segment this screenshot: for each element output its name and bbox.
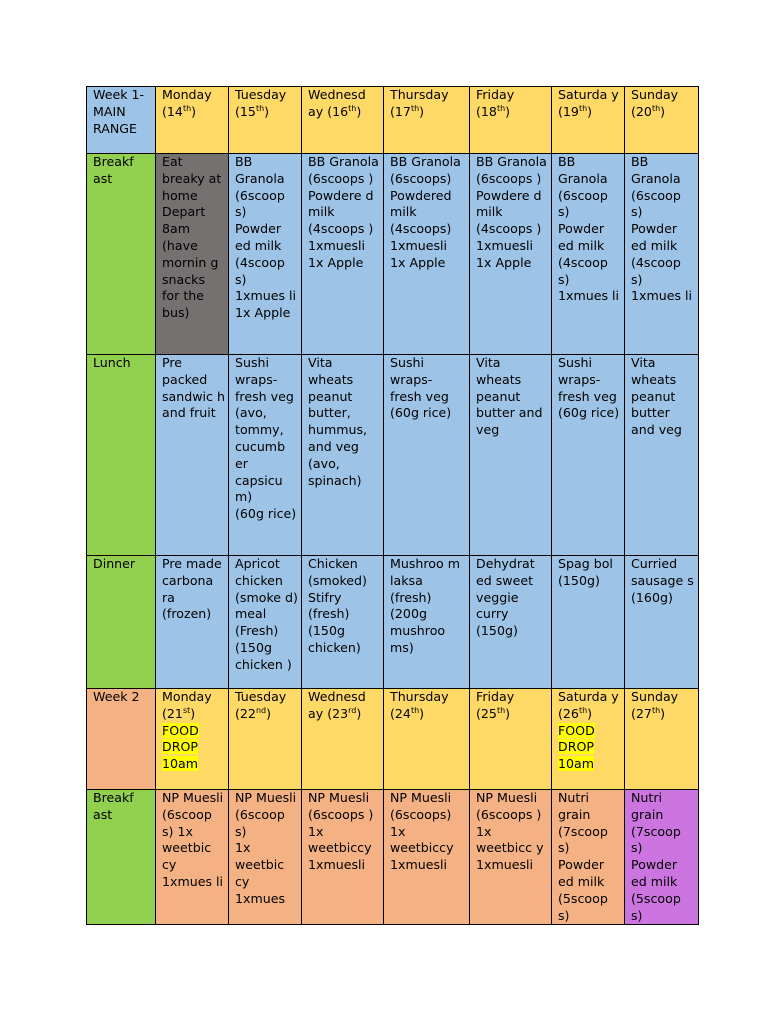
food-drop-note: FOOD DROP 10am: [162, 722, 199, 772]
meal-cell: BB Granola (6scoop s) Powder ed milk (4scoop s) 1xmues li: [552, 154, 625, 355]
meal-cell: Eat breaky at home Depart 8am (have mornin g snacks for the bus): [156, 154, 229, 355]
week2-day-friday: Friday (25th): [470, 689, 552, 790]
week1-header-row: [87, 87, 699, 154]
meal-cell: Spag bol (150g): [552, 556, 625, 689]
row-label-breakfast: Breakf ast: [87, 154, 156, 355]
week1-day-wednesday: Wednesd ay (16th): [302, 87, 384, 154]
week1-lunch-row: [87, 355, 699, 556]
week1-day-friday: Friday (18th): [470, 87, 552, 154]
week1-day-sunday: Sunday (20th): [625, 87, 699, 154]
meal-cell: Nutri grain (7scoop s) Powder ed milk (5scoop s): [625, 790, 699, 925]
meal-cell: Pre packed sandwic h and fruit: [156, 355, 229, 556]
meal-plan-table: [86, 86, 699, 925]
meal-cell: Vita wheats peanut butter and veg: [625, 355, 699, 556]
week2-day-wednesday: Wednesd ay (23rd): [302, 689, 384, 790]
meal-cell: Dehydrat ed sweet veggie curry (150g): [470, 556, 552, 689]
week2-header-row: [87, 689, 699, 790]
week2-day-saturday: Saturda y (26th) FOOD DROP 10am: [552, 689, 625, 790]
meal-cell: Mushroo m laksa (fresh) (200g mushroo ms): [384, 556, 470, 689]
week2-day-tuesday: Tuesday (22nd): [229, 689, 302, 790]
meal-cell: NP Muesli (6scoops) 1x weetbiccy 1xmuesli: [384, 790, 470, 925]
meal-cell: NP Muesli (6scoops ) 1x weetbiccy 1xmuesli: [302, 790, 384, 925]
food-drop-note: FOOD DROP 10am: [558, 722, 595, 772]
week1-day-monday: Monday (14th): [156, 87, 229, 154]
week1-day-tuesday: Tuesday (15th): [229, 87, 302, 154]
week1-breakfast-row: [87, 154, 699, 355]
week2-day-thursday: Thursday (24th): [384, 689, 470, 790]
meal-cell: Chicken (smoked) Stifry (fresh) (150g chicken): [302, 556, 384, 689]
meal-cell: Apricot chicken (smoke d) meal (Fresh) (150g chicken ): [229, 556, 302, 689]
meal-cell: NP Muesli (6scoop s) 1x weetbic cy 1xmues li: [156, 790, 229, 925]
row-label-dinner: Dinner: [87, 556, 156, 689]
meal-cell: NP Muesli (6scoop s) 1x weetbic cy 1xmues: [229, 790, 302, 925]
week2-day-sunday: Sunday (27th): [625, 689, 699, 790]
week2-breakfast-row: [87, 790, 699, 925]
meal-cell: Sushi wraps- fresh veg (60g rice): [384, 355, 470, 556]
meal-cell: BB Granola (6scoop s) Powder ed milk (4scoop s) 1xmues li 1x Apple: [229, 154, 302, 355]
week2-day-monday: Monday (21st) FOOD DROP 10am: [156, 689, 229, 790]
week2-label: Week 2: [87, 689, 156, 790]
week1-dinner-row: [87, 556, 699, 689]
meal-cell: Sushi wraps- fresh veg (avo, tommy, cucumb er capsicu m) (60g rice): [229, 355, 302, 556]
week1-day-thursday: Thursday (17th): [384, 87, 470, 154]
meal-cell: Curried sausage s (160g): [625, 556, 699, 689]
meal-cell: BB Granola (6scoops) Powdered milk (4scoops) 1xmuesli 1x Apple: [384, 154, 470, 355]
meal-cell: BB Granola (6scoop s) Powder ed milk (4scoop s) 1xmues li: [625, 154, 699, 355]
meal-cell: BB Granola (6scoops ) Powdere d milk (4scoops ) 1xmuesli 1x Apple: [470, 154, 552, 355]
meal-cell: Vita wheats peanut butter, hummus, and veg (avo, spinach): [302, 355, 384, 556]
meal-cell: Vita wheats peanut butter and veg: [470, 355, 552, 556]
meal-cell: Sushi wraps- fresh veg (60g rice): [552, 355, 625, 556]
meal-cell: NP Muesli (6scoops ) 1x weetbicc y 1xmuesli: [470, 790, 552, 925]
meal-cell: Nutri grain (7scoop s) Powder ed milk (5scoop s): [552, 790, 625, 925]
week1-label: Week 1- MAIN RANGE: [87, 87, 156, 154]
week1-day-saturday: Saturda y (19th): [552, 87, 625, 154]
meal-cell: Pre made carbona ra (frozen): [156, 556, 229, 689]
meal-cell: BB Granola (6scoops ) Powdere d milk (4scoops ) 1xmuesli 1x Apple: [302, 154, 384, 355]
row-label-breakfast: Breakf ast: [87, 790, 156, 925]
row-label-lunch: Lunch: [87, 355, 156, 556]
